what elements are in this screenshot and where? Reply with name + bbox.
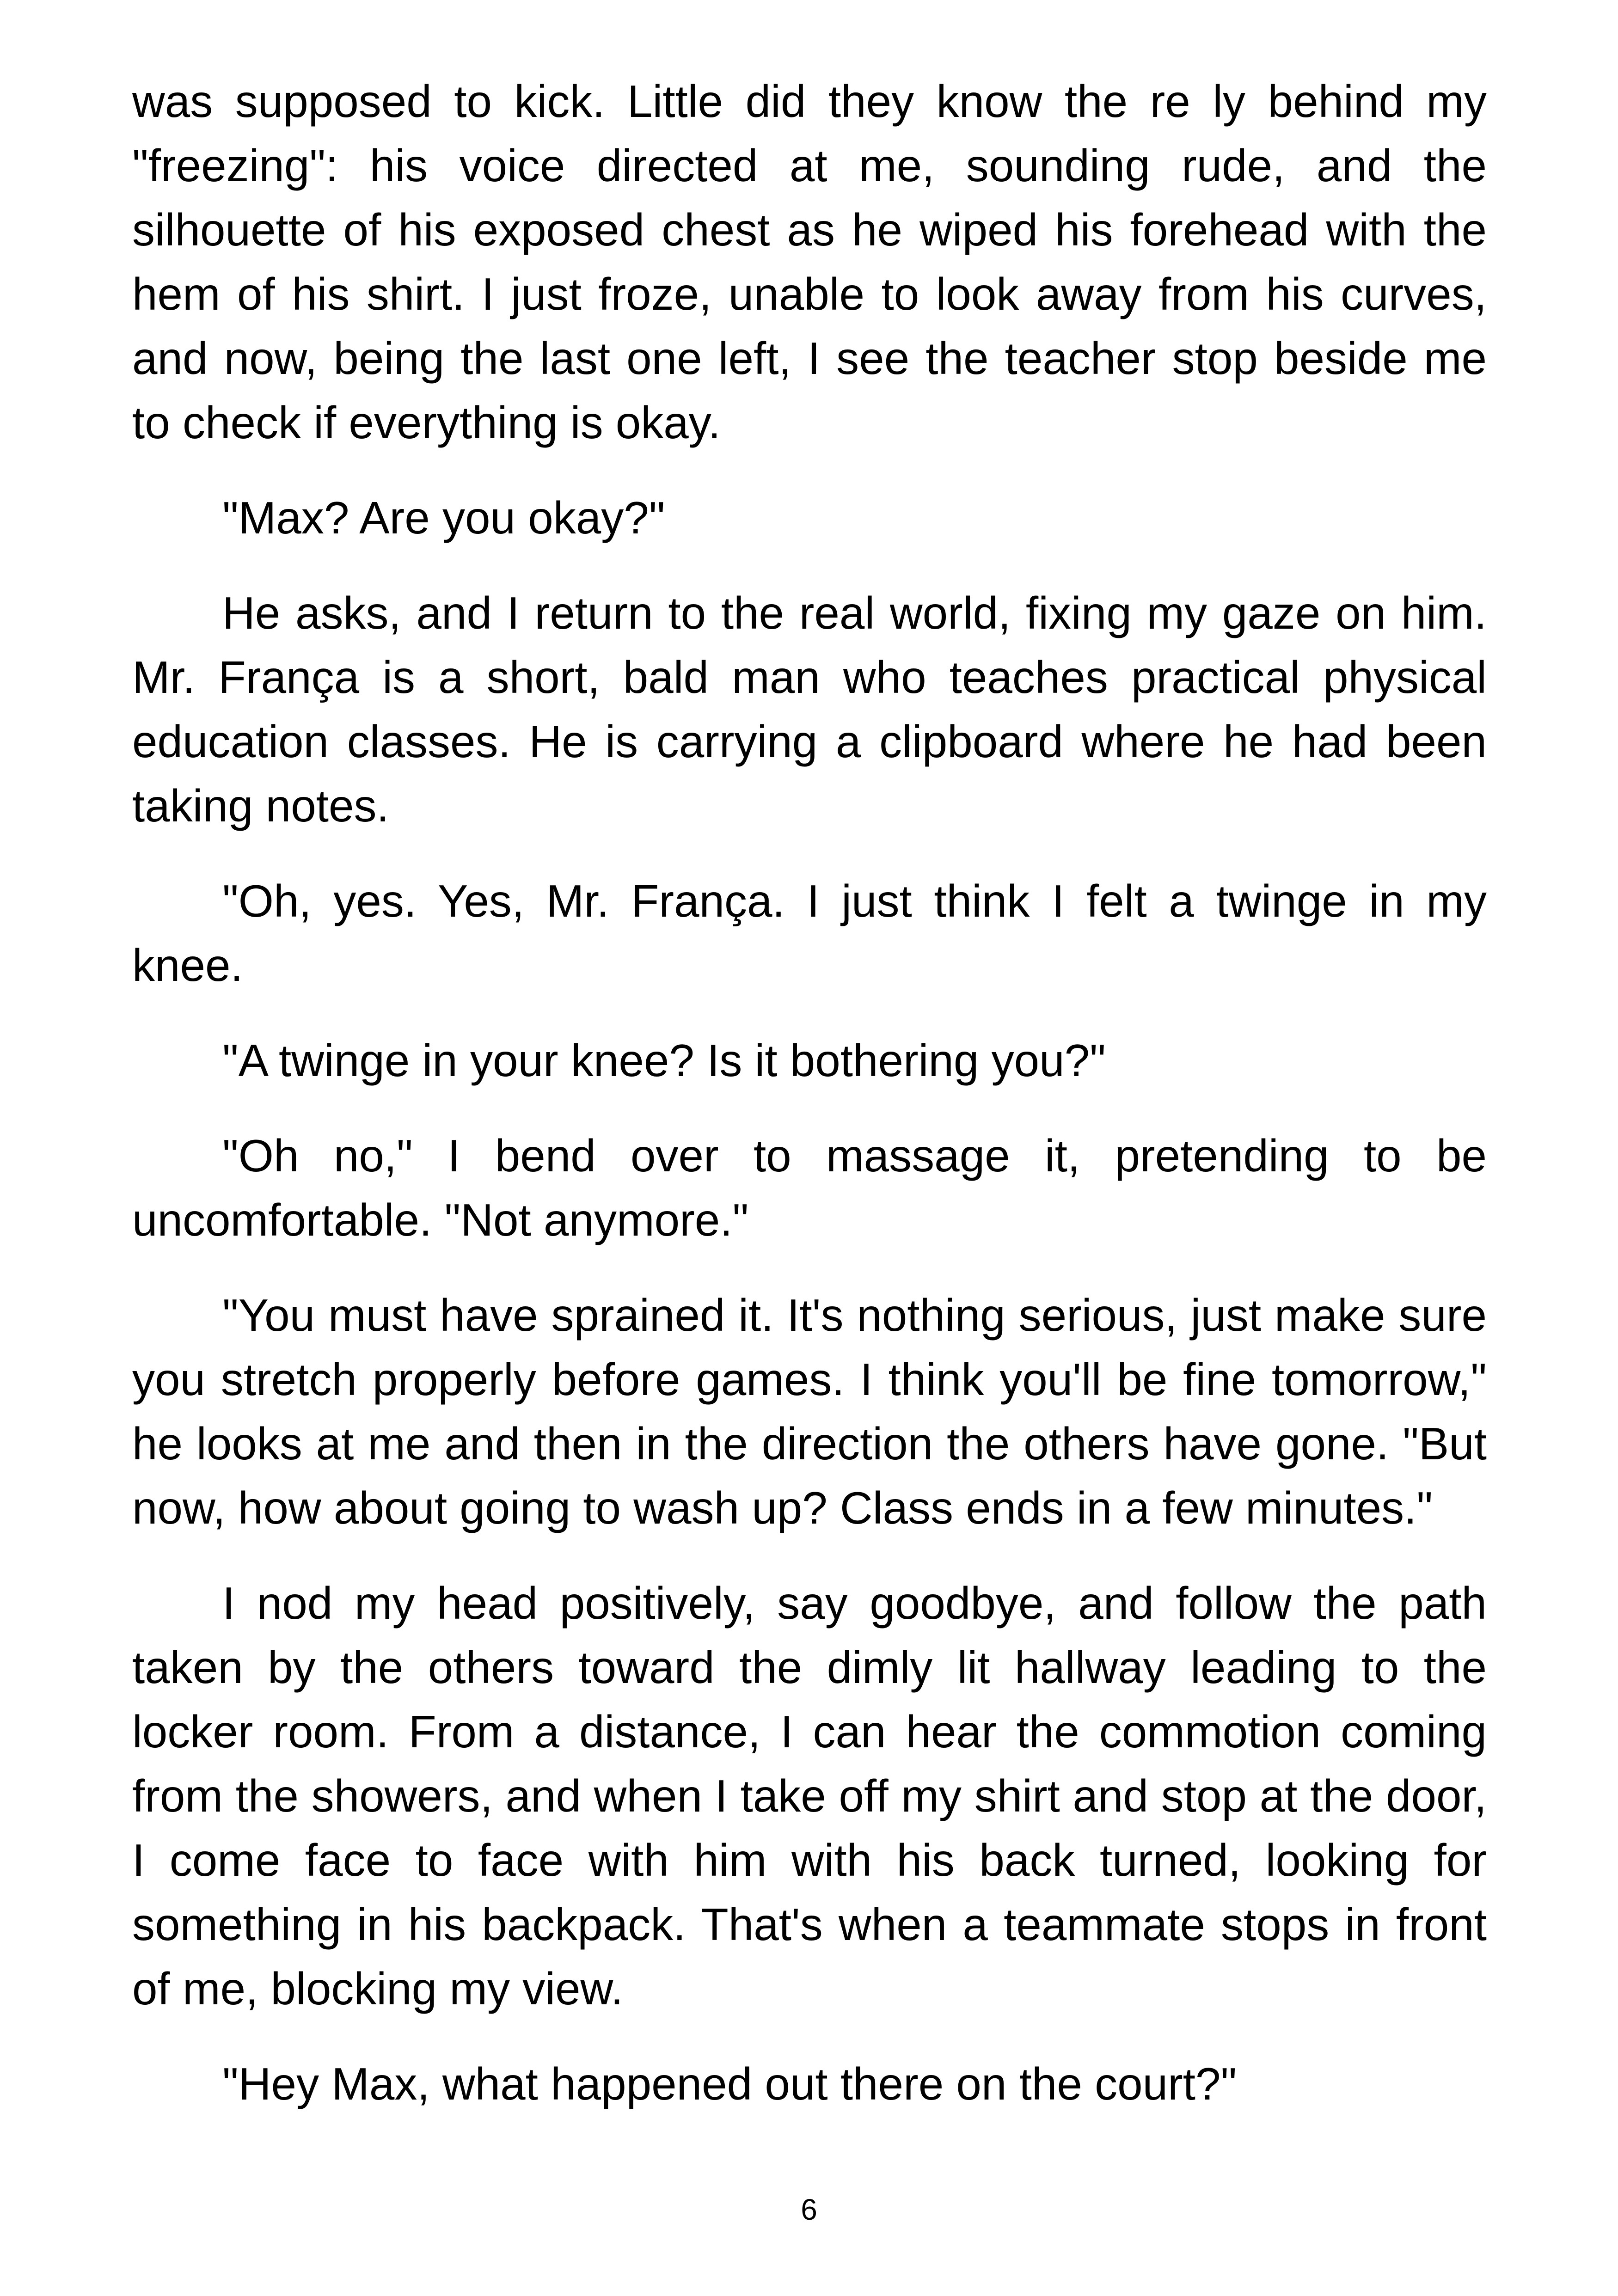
paragraph-dialogue-twinge: "Oh, yes. Yes, Mr. França. I just think I felt a twinge in my knee. <box>132 876 1487 991</box>
paragraph-mr-franca: He asks, and I return to the real world, fixing my gaze on him. Mr. França is a short, bald man who teaches practical physical education classes. He is carrying a clipboard where he had been taking notes. <box>132 588 1487 831</box>
paragraph-dialogue-sprained: "You must have sprained it. It's nothing serious, just make sure you stretch properly before games. I think you'll be fine tomorrow," he looks at me and then in the direction the others have gone. "But now, how about going to wash up? Class ends in a few minutes." <box>132 1290 1487 1533</box>
paragraph-dialogue-not-anymore: "Oh no," I bend over to massage it, pretending to be uncomfortable. "Not anymore." <box>132 1130 1487 1245</box>
paragraph-dialogue-court: "Hey Max, what happened out there on the court?" <box>222 2058 1237 2109</box>
paragraph-locker-room: I nod my head positively, say goodbye, and follow the path taken by the others toward the dimly lit hallway leading to the locker room. From a distance, I can hear the commotion coming from the showers, and when I take off my shirt and stop at the door, I come face to face with him with his back turned, looking for something in his backpack. That's when a teammate stops in front of me, blocking my view. <box>132 1578 1487 2014</box>
paragraph-dialogue-bothering: "A twinge in your knee? Is it bothering you?" <box>222 1035 1106 1086</box>
paragraph-dialogue-max-okay: "Max? Are you okay?" <box>222 492 665 543</box>
body-text <box>132 69 1487 2147</box>
page-number: 6 <box>801 2193 817 2226</box>
paragraph-continuation: was supposed to kick. Little did they know the re ly behind my "freezing": his voice directed at me, sounding rude, and the silhouette of his exposed chest as he wiped his forehead with the hem of his shirt. I just froze, unable to look away from his curves, and now, being the last one left, I see the teacher stop beside me to check if everything is okay. <box>132 76 1487 448</box>
